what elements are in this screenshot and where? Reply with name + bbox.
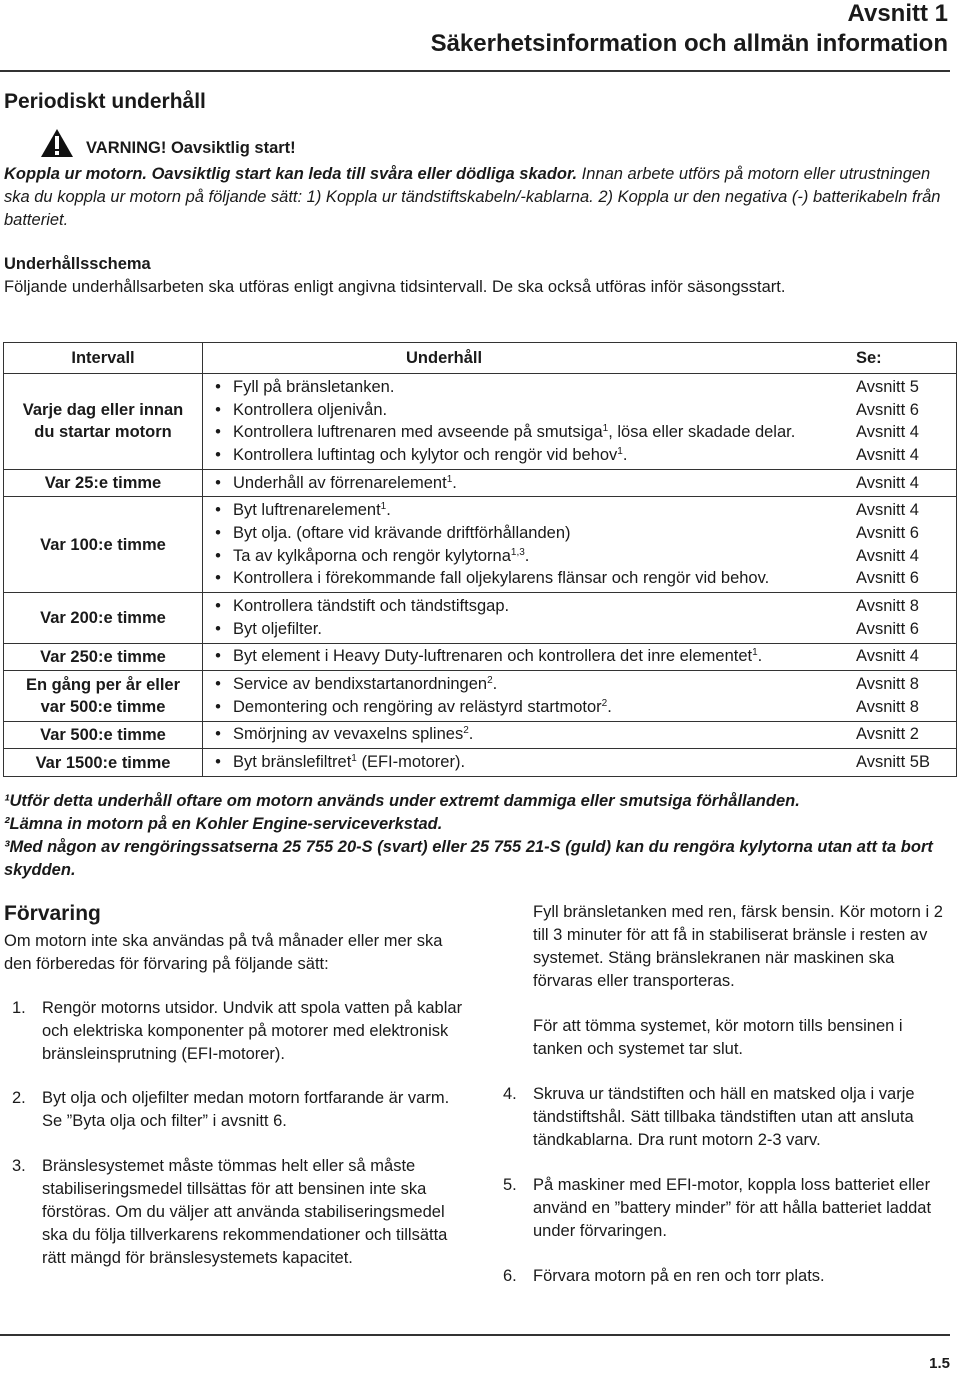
footnote-marker: 1: [380, 501, 387, 513]
table-row: [4, 469, 957, 497]
maintenance-schedule-table: [3, 342, 957, 777]
section-reference: Avsnitt 4: [856, 473, 919, 492]
maintenance-task: Kontrollera luftintag och kylytor och rengör vid behov: [233, 445, 618, 464]
section-reference: Avsnitt 6: [856, 523, 919, 542]
bullet-icon: •: [215, 597, 221, 616]
step-text: Förvara motorn på en ren och torr plats.: [533, 1267, 825, 1285]
section-reference: Avsnitt 5: [856, 377, 919, 396]
step-number: 3.: [12, 1157, 26, 1175]
maintenance-item: [203, 724, 956, 747]
maintenance-task: Byt oljefilter.: [233, 619, 322, 638]
maintenance-text: [233, 474, 856, 493]
table-row: [4, 671, 957, 721]
maintenance-text: [233, 675, 856, 694]
bullet-icon: •: [215, 473, 221, 492]
maintenance-cell: [203, 374, 957, 470]
warning-bold-text: Koppla ur motorn. Oavsiktlig start kan leda till svåra eller dödliga skador.: [4, 165, 578, 183]
maintenance-task-suffix: (EFI-motorer).: [356, 753, 466, 772]
storage-intro: Om motorn inte ska användas på två månader eller mer ska den förberedas för förvaring på följande sätt:: [4, 932, 443, 973]
maintenance-item: [203, 696, 956, 719]
maintenance-item: [203, 751, 956, 774]
bullet-icon: •: [215, 569, 221, 588]
bullet-icon: •: [215, 619, 221, 638]
footnote-marker: 2: [463, 725, 469, 737]
interval-label: Var 100:e timme: [40, 535, 166, 554]
interval-cell: [4, 374, 203, 470]
maintenance-task: Kontrollera luftrenaren med avseende på smutsiga: [233, 423, 603, 442]
maintenance-task: Demontering och rengöring av relästyrd startmotor: [233, 697, 602, 716]
step-text: På maskiner med EFI-motor, koppla loss batteriet eller använd en ”battery minder” för att hålla batteriet laddat under förvaringen.: [533, 1176, 932, 1240]
maintenance-task: Byt olja. (oftare vid krävande driftförhållanden): [233, 523, 571, 542]
maintenance-cell: [203, 593, 957, 643]
footnote-marker: 2: [487, 675, 493, 687]
maintenance-item: [203, 618, 956, 641]
maintenance-task-suffix: .: [492, 675, 498, 694]
table-row: [4, 643, 957, 671]
interval-label: Var 500:e timme: [40, 725, 166, 744]
table-row: [4, 721, 957, 749]
header-maintenance: [203, 343, 957, 374]
maintenance-task: Underhåll av förrenarelement: [233, 473, 447, 492]
header-interval: Intervall: [4, 343, 203, 374]
maintenance-task: Fyll på bränsletanken.: [233, 377, 395, 396]
maintenance-text: [233, 647, 856, 666]
header-see-label: Se:: [856, 348, 882, 367]
maintenance-item: [203, 545, 956, 568]
footnote-marker: 1: [617, 445, 623, 457]
warning-body-text: Innan arbete utförs på motorn eller utrustningen ska du koppla ur motorn på följande sätt: 1) Koppla ur tändstiftskabeln/-kablarna. 2) Koppla ur den negativa (-) batterikabeln från batteriet.: [4, 165, 941, 229]
maintenance-text: [233, 620, 856, 639]
footnote-marker: 1: [602, 423, 609, 435]
section-reference: Avsnitt 8: [856, 597, 919, 616]
section-reference: Avsnitt 4: [856, 423, 919, 442]
maintenance-task: Smörjning av vevaxelns splines: [233, 725, 464, 744]
maintenance-item: [203, 673, 956, 696]
maintenance-item: [203, 499, 956, 522]
table-body: [4, 374, 957, 777]
footnote-marker: 1: [446, 473, 453, 485]
maintenance-task-suffix: .: [622, 445, 628, 464]
section-reference: Avsnitt 5B: [856, 753, 930, 772]
maintenance-text: [233, 378, 856, 397]
footnote-marker: 1: [752, 647, 758, 659]
step-text: Rengör motorns utsidor. Undvik att spola vatten på kablar och elektriska komponenter på motorer med elektronisk bränsleinsprutning (EFI-motorer).: [42, 999, 463, 1063]
maintenance-item: [203, 568, 956, 591]
bullet-icon: •: [215, 725, 221, 744]
maintenance-text: [233, 725, 856, 744]
bullet-icon: •: [215, 501, 221, 520]
section-reference: Avsnitt 4: [856, 501, 919, 520]
section-reference: Avsnitt 6: [856, 619, 919, 638]
table-row: [4, 749, 957, 777]
step-text: Skruva ur tändstiften och häll en matsked olja i varje tändstiftshål. Sätt tillbaka tändstiften utan att ansluta tändkablarna. Dra runt motorn 2-3 varv.: [533, 1085, 915, 1149]
storage-step-4: [503, 1083, 953, 1152]
storage-step-2: [12, 1087, 472, 1133]
warning-heading: [40, 128, 296, 158]
step-text: Bränslesystemet måste tömmas helt eller så måste stabiliseringsmedel tillsättas för att bensinen inte ska förstöras. Om du väljer att använda stabiliseringsmedel ska du följa tillverkarens rekommendationer och tillsätta rätt mängd för bränslesystemets kapacitet.: [42, 1157, 448, 1267]
bullet-icon: •: [215, 675, 221, 694]
warning-triangle-icon: [40, 128, 74, 158]
section-number: Avsnitt 1: [847, 0, 948, 27]
maintenance-item: [203, 472, 956, 495]
section-reference: Avsnitt 4: [856, 647, 919, 666]
table-row: [4, 593, 957, 643]
maintenance-text: [233, 446, 856, 465]
maintenance-item: [203, 444, 956, 467]
bullet-icon: •: [215, 445, 221, 464]
footnote-2: ²Lämna in motorn på en Kohler Engine-serviceverkstad.: [4, 815, 443, 833]
maintenance-text: [233, 597, 856, 616]
maintenance-text: [233, 569, 856, 588]
bullet-icon: •: [215, 697, 221, 716]
step-text: Byt olja och oljefilter medan motorn fortfarande är varm. Se ”Byta olja och filter” i avsnitt 6.: [42, 1089, 450, 1130]
maintenance-task-suffix: .: [524, 546, 530, 565]
maintenance-task: Byt bränslefiltret: [233, 753, 352, 772]
maintenance-text: [233, 524, 856, 543]
storage-step-1: [12, 997, 472, 1066]
maintenance-task: Kontrollera oljenivån.: [233, 400, 388, 419]
maintenance-task: Byt luftrenarelement: [233, 501, 381, 520]
storage-step-5: [503, 1174, 953, 1243]
maintenance-task-suffix: .: [757, 647, 763, 666]
table-header-row: [4, 343, 957, 374]
bullet-icon: •: [215, 753, 221, 772]
interval-cell: [4, 469, 203, 497]
schedule-intro: Följande underhållsarbeten ska utföras enligt angivna tidsintervall. De ska också utföras inför säsongsstart.: [4, 278, 786, 296]
storage-step-3: [12, 1155, 472, 1270]
bullet-icon: •: [215, 423, 221, 442]
maintenance-task-suffix: .: [607, 697, 612, 716]
interval-label: Varje dag eller innan: [22, 401, 184, 420]
section-title: Säkerhetsinformation och allmän information: [430, 30, 948, 57]
periodic-maintenance-title: Periodiskt underhåll: [4, 90, 206, 113]
footer-divider: [0, 1334, 950, 1336]
maintenance-item: [203, 399, 956, 422]
bullet-icon: •: [215, 546, 221, 565]
page-number: 1.5: [929, 1355, 950, 1372]
maintenance-item: [203, 376, 956, 399]
table-row: [4, 374, 957, 470]
maintenance-task: Byt element i Heavy Duty-luftrenaren och kontrollera det inre elementet: [233, 647, 753, 666]
interval-label: du startar motorn: [34, 423, 172, 442]
interval-cell: [4, 643, 203, 671]
step-number: 5.: [503, 1176, 517, 1194]
maintenance-cell: [203, 497, 957, 593]
maintenance-item: [203, 522, 956, 545]
maintenance-task-suffix: , lösa eller skadade delar.: [608, 423, 796, 442]
interval-cell: [4, 593, 203, 643]
maintenance-cell: [203, 671, 957, 721]
maintenance-item: [203, 646, 956, 669]
bullet-icon: •: [215, 377, 221, 396]
interval-label: Var 250:e timme: [40, 647, 166, 666]
maintenance-task: Kontrollera tändstift och tändstiftsgap.: [233, 597, 510, 616]
footnote-marker: 1,3: [510, 546, 525, 558]
storage-title: Förvaring: [4, 902, 101, 925]
section-reference: Avsnitt 6: [856, 569, 919, 588]
maintenance-text: [233, 698, 856, 717]
bullet-icon: •: [215, 523, 221, 542]
bullet-icon: •: [215, 647, 221, 666]
header-divider: [0, 70, 950, 72]
maintenance-text: [233, 501, 856, 520]
maintenance-cell: [203, 721, 957, 749]
interval-cell: [4, 721, 203, 749]
section-reference: Avsnitt 6: [856, 400, 919, 419]
footnote-marker: 1: [351, 753, 357, 765]
maintenance-task-suffix: .: [468, 725, 474, 744]
maintenance-task-suffix: .: [452, 473, 457, 492]
interval-cell: [4, 497, 203, 593]
table-row: [4, 497, 957, 593]
maintenance-cell: [203, 643, 957, 671]
header-maintenance-label: Underhåll: [406, 348, 483, 367]
bullet-icon: •: [215, 400, 221, 419]
maintenance-task: Ta av kylkåporna och rengör kylytorna: [233, 546, 511, 565]
maintenance-text: [233, 423, 856, 442]
maintenance-text: [233, 401, 856, 420]
section-reference: Avsnitt 8: [856, 675, 919, 694]
footnote-1: ¹Utför detta underhåll oftare om motorn används under extremt dammiga eller smutsiga förhållanden.: [4, 792, 800, 810]
interval-label: Var 1500:e timme: [35, 753, 171, 772]
maintenance-item: [203, 595, 956, 618]
warning-text: [4, 163, 944, 232]
maintenance-task: Kontrollera i förekommande fall oljekylarens flänsar och rengör vid behov.: [233, 569, 770, 588]
maintenance-cell: [203, 469, 957, 497]
section-reference: Avsnitt 8: [856, 697, 919, 716]
section-reference: Avsnitt 2: [856, 725, 919, 744]
maintenance-task: Service av bendixstartanordningen: [233, 675, 488, 694]
schedule-title: Underhållsschema: [4, 255, 151, 273]
step-number: 4.: [503, 1085, 517, 1103]
step-number: 6.: [503, 1267, 517, 1285]
maintenance-text: [233, 753, 856, 772]
step-number: 2.: [12, 1089, 26, 1107]
maintenance-cell: [203, 749, 957, 777]
interval-label: var 500:e timme: [40, 697, 166, 716]
storage-step-6: [503, 1265, 953, 1288]
footnote-marker: 2: [601, 697, 608, 709]
maintenance-item: [203, 421, 956, 444]
footnotes: [4, 790, 949, 882]
section-reference: Avsnitt 4: [856, 546, 919, 565]
step-number: 1.: [12, 999, 26, 1017]
interval-label: Var 25:e timme: [44, 474, 162, 493]
drain-fuel-paragraph: För att tömma systemet, kör motorn tills bensinen i tanken och systemet tar slut.: [533, 1017, 903, 1058]
maintenance-task-suffix: .: [386, 501, 391, 520]
fuel-stabilizer-paragraph: Fyll bränsletanken med ren, färsk bensin. Kör motorn i 2 till 3 minuter för att få in stabiliserat bränsle i resten av systemet. Stäng bränslekranen när maskinen ska förvaras eller transporteras.: [533, 903, 943, 990]
section-reference: Avsnitt 4: [856, 445, 919, 464]
interval-label: Var 200:e timme: [40, 608, 166, 627]
interval-cell: [4, 671, 203, 721]
maintenance-text: [233, 547, 856, 566]
interval-cell: [4, 749, 203, 777]
footnote-3: ³Med någon av rengöringssatserna 25 755 20-S (svart) eller 25 755 21-S (guld) kan du rengöra kylytorna utan att ta bort skydden.: [4, 838, 933, 879]
interval-label: En gång per år eller: [25, 675, 181, 694]
warning-title: VARNING! Oavsiktlig start!: [86, 138, 296, 157]
